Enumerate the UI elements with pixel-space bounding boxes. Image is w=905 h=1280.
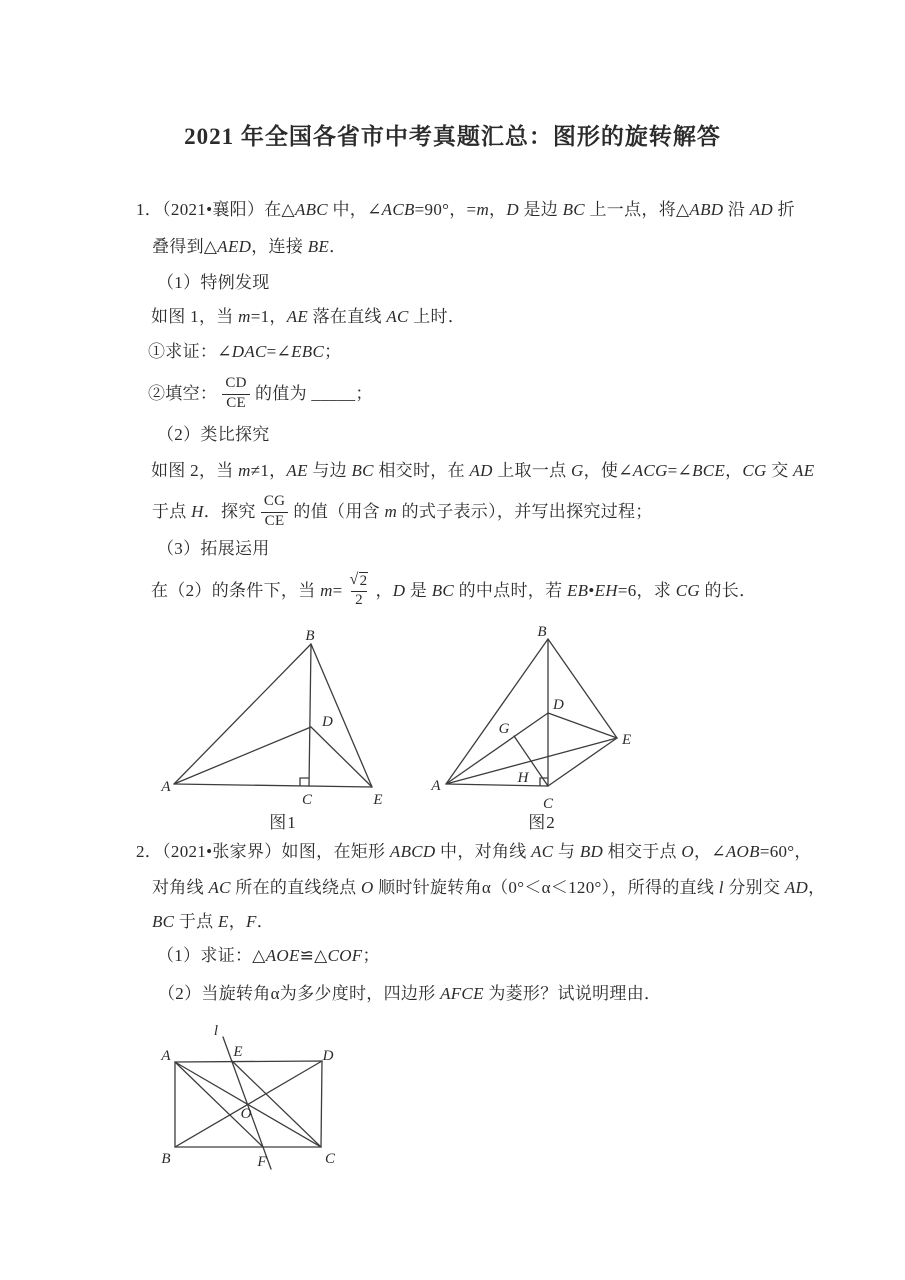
fig2-label-B: B (537, 624, 547, 640)
problem1-explore-line (152, 490, 653, 534)
fig2-line-CE (548, 738, 617, 786)
fig2-label-D: D (553, 697, 564, 713)
fraction-cd-ce (222, 375, 250, 412)
fig3-label-A: A (161, 1048, 171, 1064)
fraction-denominator: 2 (351, 591, 367, 610)
figure1-caption: 图1 (269, 813, 297, 832)
fig2-label-C: C (542, 796, 554, 812)
problem1-fill-blank-line (148, 372, 373, 416)
fraction-denominator: CE (222, 394, 250, 413)
radical-sign: √ (349, 571, 359, 589)
fig1-line-AD (174, 727, 311, 784)
sqrt-line-suffix: ，D 是 BC 的中点时，若 EB•EH=6，求 CG 的长． (375, 581, 757, 600)
fig2-label-G: G (498, 721, 510, 737)
fig2-line-AD (446, 713, 548, 784)
fraction-sqrt2-2 (348, 572, 371, 610)
problem2-line3: BC 于点 E，F． (152, 912, 275, 931)
fig1-label-B: B (305, 628, 315, 644)
problem2-line1: 2．（2021•张家界）如图，在矩形 ABCD 中，对角线 AC 与 BD 相交于点 O，∠AOB=60°， (136, 842, 812, 861)
fig2-line-DE (548, 713, 617, 738)
fig2-line-AB (446, 639, 548, 784)
problem1-part1-prove: ①求证：∠DAC=∠EBC； (148, 342, 342, 361)
fig3-label-C: C (324, 1151, 336, 1167)
fraction-numerator: CG (263, 493, 286, 510)
rectangle-figure-diagram (150, 1022, 385, 1177)
problem1-part2-heading: （2）类比探究 (157, 425, 270, 444)
fig1-label-C: C (301, 792, 313, 808)
fig3-line-AF (175, 1062, 263, 1147)
explore-suffix: 的值（用含 m 的式子表示），并写出探究过程； (293, 502, 653, 521)
problem1-part2-condition: 如图 2，当 m≠1，AE 与边 BC 相交时，在 AD 上取一点 G，使∠ACG=∠BCE，CG 交 AE (151, 461, 815, 480)
fig3-label-l: l (213, 1023, 219, 1039)
fig1-line-BE (311, 644, 372, 787)
fig1-label-D: D (322, 714, 333, 730)
fig2-label-E: E (622, 732, 632, 748)
problem1-line1: 1．（2021•襄阳）在△ABC 中，∠ACB=90°，=m，D 是边 BC 上一点，将△ABD 沿 AD 折 (136, 200, 795, 219)
problem2-part2-question: （2）当旋转角α为多少度时，四边形 AFCE 为菱形？试说明理由． (158, 984, 662, 1003)
fig2-label-H: H (517, 770, 529, 786)
fig2-line-BE (548, 639, 617, 738)
fraction-numerator (348, 572, 371, 591)
fig3-line-EC (232, 1061, 321, 1147)
figure2-caption: 图2 (528, 813, 556, 832)
fill-blank-suffix: 的值为 _____； (254, 384, 373, 403)
fraction-cg-ce (261, 493, 289, 530)
fig3-label-F: F (257, 1154, 267, 1170)
page-title: 2021 年全国各省市中考真题汇总：图形的旋转解答 (184, 124, 721, 149)
fig2-line-AC (446, 784, 548, 786)
fig3-label-D: D (322, 1048, 334, 1064)
fig3-label-E: E (233, 1044, 243, 1060)
fig1-line-BC (309, 644, 311, 786)
fig2-label-A: A (431, 778, 441, 794)
fig1-right-angle-mark (300, 778, 309, 786)
fig1-line-AB (174, 644, 311, 784)
fraction-numerator: CD (225, 375, 247, 392)
problem1-line2: 叠得到△AED，连接 BE． (152, 237, 347, 256)
triangle-figures-diagram (140, 612, 660, 812)
fraction-denominator: CE (261, 512, 289, 531)
sqrt-line-prefix: 在（2）的条件下，当 m= (151, 581, 343, 600)
problem2-part1-prove: （1）求证：△AOE≌△COF； (157, 946, 380, 965)
problem1-sqrt-line (151, 567, 756, 615)
fig1-line-ACE (174, 784, 372, 787)
explore-prefix: 于点 H．探究 (152, 502, 256, 521)
fig1-label-E: E (373, 792, 383, 808)
problem1-part1-heading: （1）特例发现 (157, 273, 270, 292)
fig3-line-l-EF (223, 1037, 271, 1169)
fig1-label-A: A (161, 779, 171, 795)
problem1-part1-condition: 如图 1，当 m=1，AE 落在直线 AC 上时． (151, 307, 466, 326)
radicand: 2 (359, 573, 368, 590)
fig1-line-DE (311, 727, 372, 787)
fig3-label-O: O (240, 1106, 252, 1122)
fill-blank-prefix: ②填空： (148, 384, 218, 403)
problem1-part3-heading: （3）拓展运用 (157, 539, 270, 558)
fig3-label-B: B (161, 1151, 171, 1167)
problem2-line2: 对角线 AC 所在的直线绕点 O 顺时针旋转角α（0°＜α＜120°），所得的直线 l 分别交 AD， (152, 878, 826, 897)
